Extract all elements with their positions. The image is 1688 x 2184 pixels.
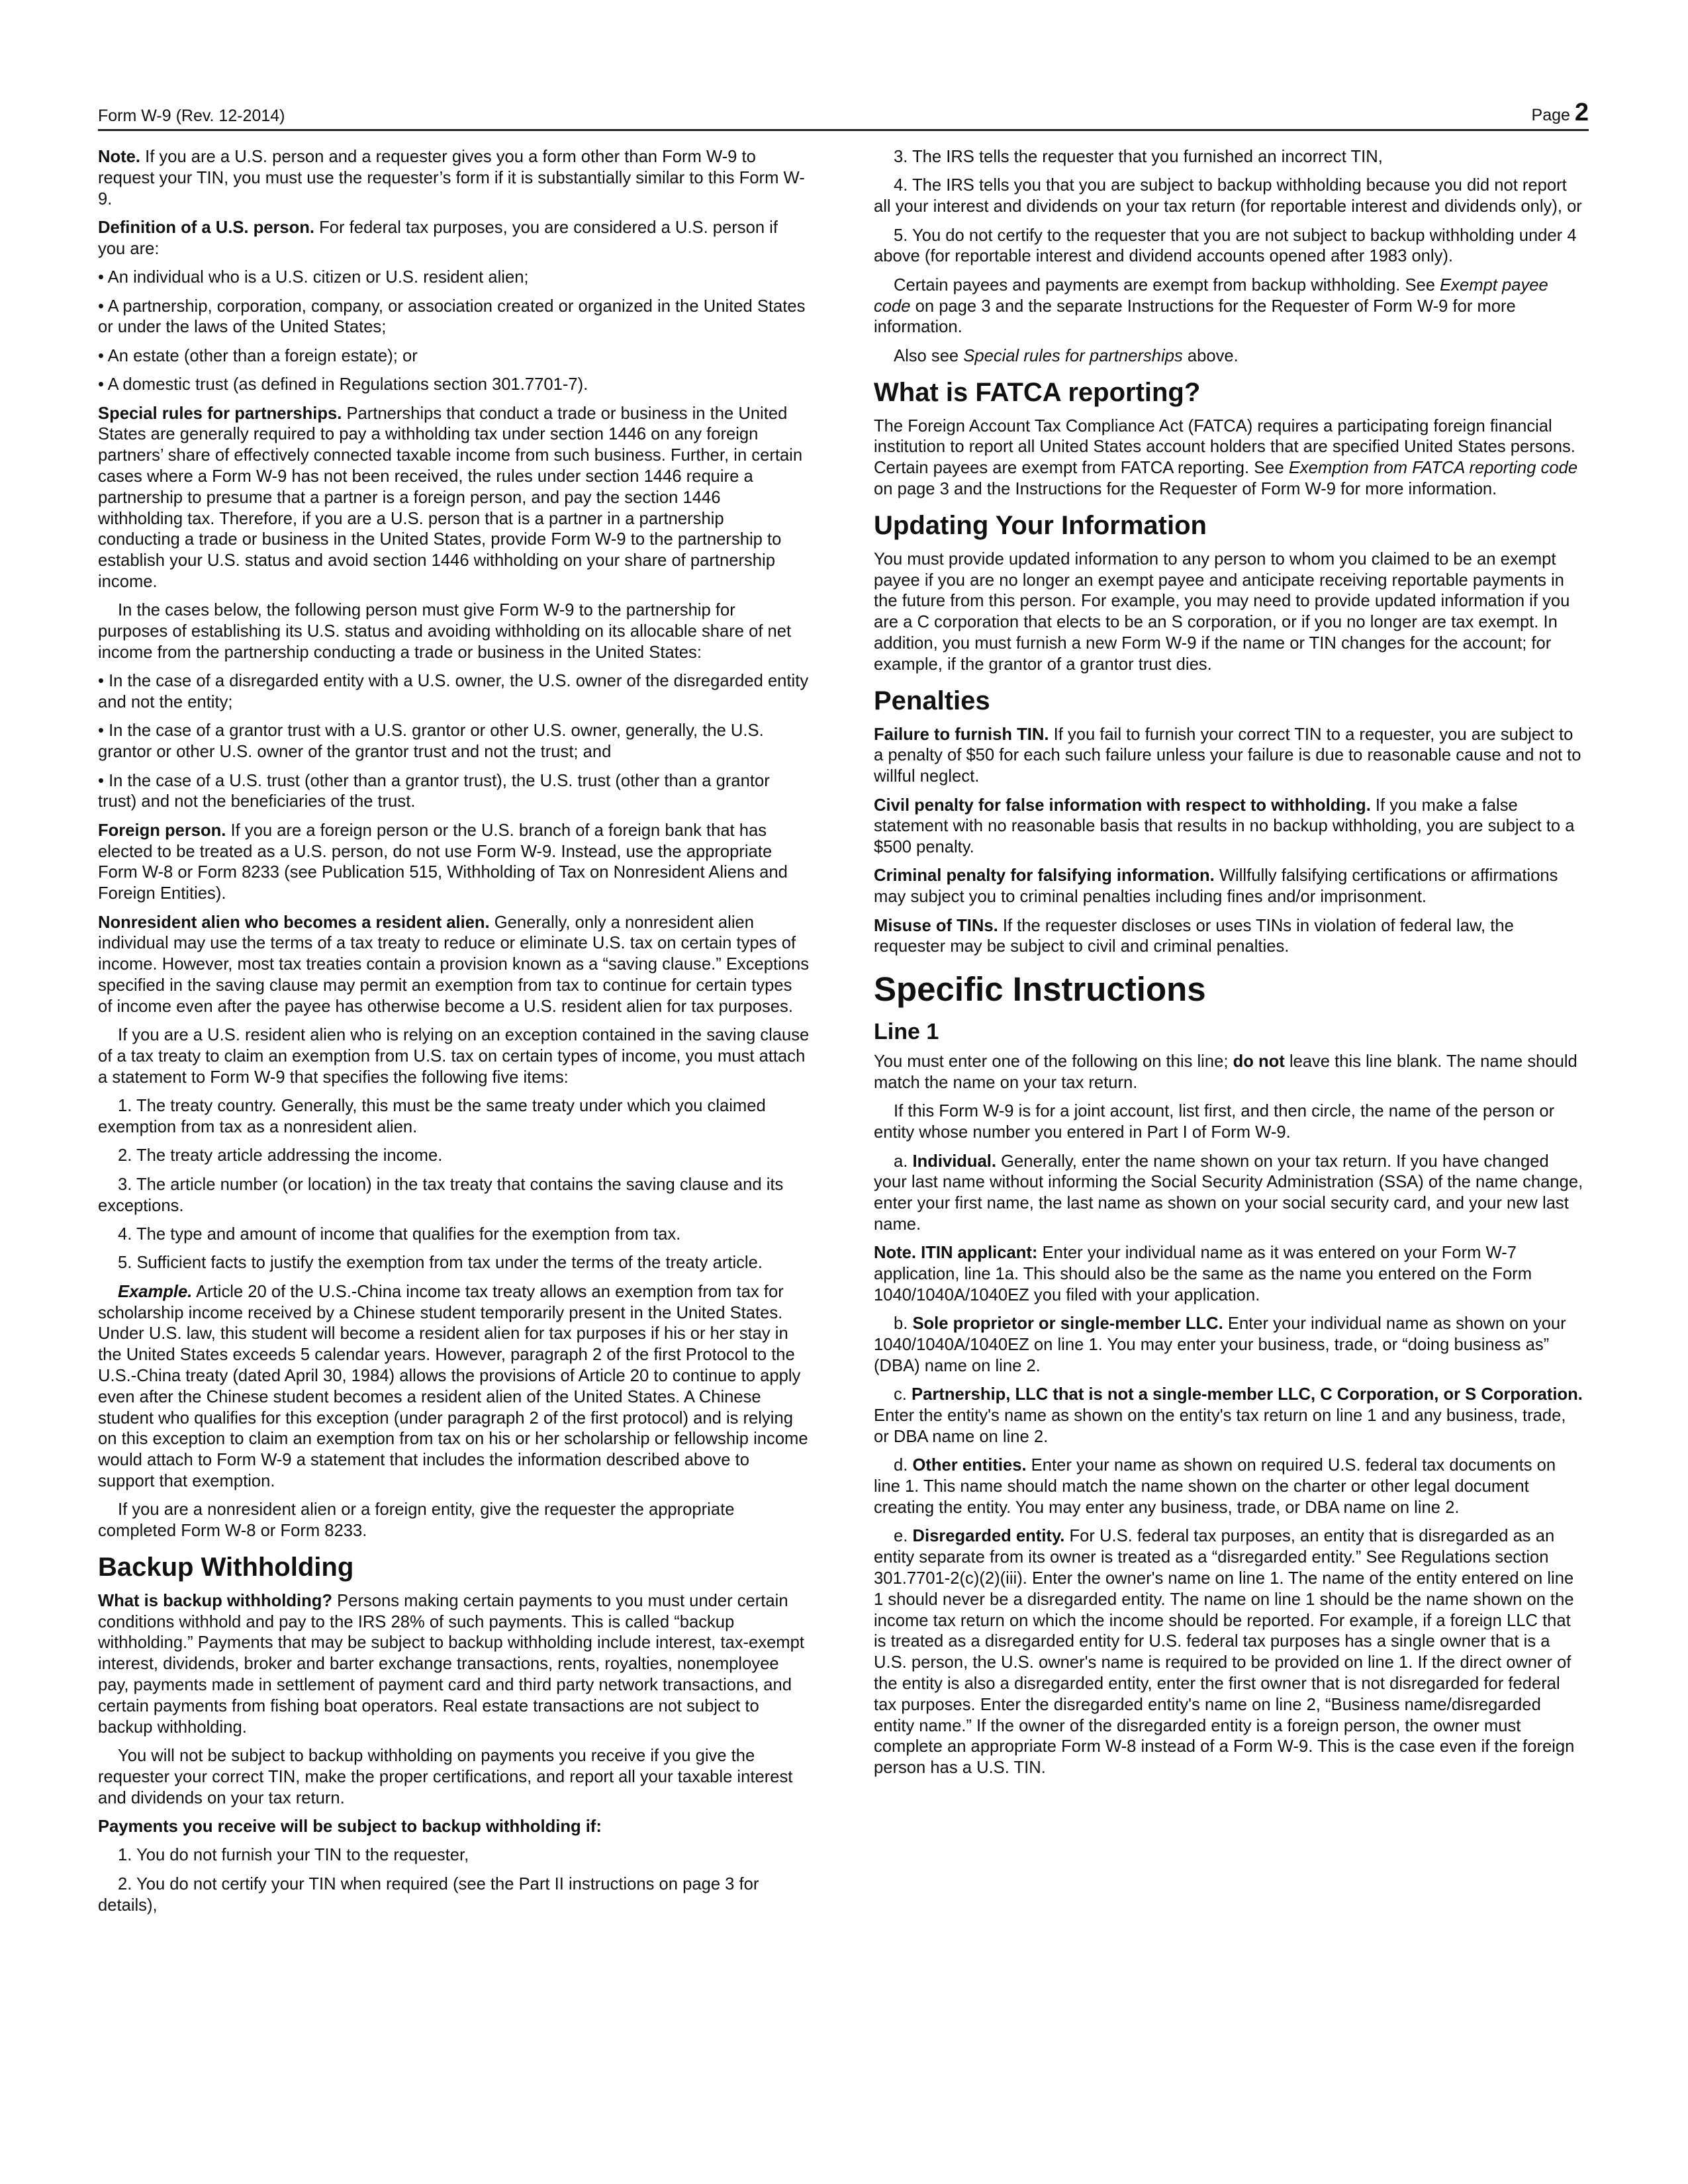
fatca-heading: What is FATCA reporting?	[874, 377, 1201, 407]
foreign-title: Foreign person.	[98, 821, 226, 840]
individual-text: Generally, enter the name shown on your tax return. If you have changed your last name without informing the Social Security Administration (SSA) of the name change, enter your first name, the last name as shown on your social security card, and your new last name.	[874, 1152, 1583, 1234]
criminal-paragraph	[874, 866, 1585, 908]
form-label: Form W-9 (Rev. 12-2014)	[98, 107, 285, 125]
note-paragraph	[98, 147, 810, 210]
individual-title: Individual.	[912, 1152, 997, 1171]
also-see-text: Also see	[894, 346, 964, 365]
misuse-paragraph	[874, 916, 1585, 958]
disregarded-entity-paragraph	[874, 1526, 1585, 1779]
backup-question-title: What is backup withholding?	[98, 1591, 333, 1610]
backup-item: 3. The IRS tells the requester that you furnished an incorrect TIN,	[894, 148, 1383, 166]
partnership-llc-paragraph	[874, 1385, 1585, 1447]
updating-heading: Updating Your Information	[874, 510, 1207, 540]
disregarded-entity-title: Disregarded entity.	[912, 1527, 1065, 1546]
sole-proprietor-paragraph	[874, 1314, 1585, 1377]
partnership-title: Special rules for partnerships.	[98, 404, 342, 423]
foreign-text: If you are a foreign person or the U.S. branch of a foreign bank that has elected to be treated as a U.S. person, do not use Form W-9. Instead, use the appropriate Form W-8 or Form 8233 (see Publication 515, Withholding of Tax on Nonresident Aliens and Foreign Entities).	[98, 821, 788, 903]
case-bullet: • In the case of a U.S. trust (other than a grantor trust), the U.S. trust (other than a grantor trust) and not the beneficiaries of the trust.	[98, 771, 770, 811]
item-d-label: d.	[894, 1456, 913, 1475]
cases-intro: In the cases below, the following person must give Form W-9 to the partnership for purposes of establishing its U.S. status and avoiding withholding on its allocable share of net income from the partnership conducting a trade or business in the United States:	[98, 601, 792, 662]
page-indicator	[1532, 99, 1589, 127]
line1-text: You must enter one of the following on this line;	[874, 1052, 1233, 1071]
foreign-paragraph	[98, 821, 810, 905]
treaty-item: 3. The article number (or location) in the tax treaty that contains the saving clause and its exceptions.	[98, 1175, 784, 1215]
item-b-label: b.	[894, 1314, 913, 1334]
misuse-text: If the requester discloses or uses TINs in violation of federal law, the requester may be subject to civil and criminal penalties.	[874, 916, 1514, 956]
line1-text-end: leave this line blank. The name should match the name on your tax return.	[874, 1052, 1577, 1093]
specific-instructions-heading: Specific Instructions	[874, 970, 1206, 1009]
failure-text: If you fail to furnish your correct TIN to a requester, you are subject to a penalty of $50 for each such failure unless your failure is due to reasonable cause and not to willful neglect.	[874, 725, 1581, 786]
right-column	[874, 147, 1585, 1787]
itin-paragraph	[874, 1243, 1585, 1306]
fatca-reference: Exemption from FATCA reporting code	[1288, 459, 1578, 478]
joint-account-paragraph: If this Form W-9 is for a joint account, list first, and then circle, the name of the person or entity whose number you entered in Part I of Form W-9.	[874, 1102, 1555, 1142]
fatca-paragraph	[874, 416, 1585, 500]
exempt-text: Certain payees and payments are exempt from backup withholding. See	[894, 275, 1440, 295]
civil-paragraph	[874, 796, 1585, 858]
fatca-text-end: on page 3 and the Instructions for the Requester of Form W-9 for more information.	[874, 479, 1497, 498]
line1-emphasis: do not	[1233, 1052, 1285, 1071]
failure-paragraph	[874, 725, 1585, 788]
itin-title: Note. ITIN applicant:	[874, 1244, 1038, 1263]
definition-text: For federal tax purposes, you are considered a U.S. person if you are:	[98, 218, 778, 258]
definition-title: Definition of a U.S. person.	[98, 218, 315, 237]
nonresident-foreign-paragraph: If you are a nonresident alien or a foreign entity, give the requester the appropriate completed Form W-8 or Form 8233.	[98, 1500, 735, 1541]
definition-bullet: • An individual who is a U.S. citizen or U.S. resident alien;	[98, 268, 529, 287]
civil-text: If you make a false statement with no reasonable basis that results in no backup withholding, you are subject to a $500 penalty.	[874, 796, 1575, 857]
left-column	[98, 147, 810, 1924]
criminal-title: Criminal penalty for falsifying information.	[874, 866, 1215, 886]
criminal-text: Willfully falsifying certifications or affirmations may subject you to criminal penalties including fines and/or imprisonment.	[874, 866, 1558, 907]
not-subject-paragraph: You will not be subject to backup withholding on payments you receive if you give the requester your correct TIN, make the proper certifications, and report all your taxable interest and dividends on your tax return.	[98, 1747, 793, 1807]
treaty-item: 1. The treaty country. Generally, this must be the same treaty under which you claimed exemption from tax as a nonresident alien.	[98, 1097, 766, 1136]
page-number: 2	[1574, 99, 1589, 126]
backup-item: 5. You do not certify to the requester that you are not subject to backup withholding under 4 above (for reportable interest and dividend accounts opened after 1983 only).	[874, 226, 1577, 266]
example-text: Article 20 of the U.S.-China income tax treaty allows an exemption from tax for scholarship income received by a Chinese student temporarily present in the United States. Under U.S. law, this student will become a resident alien for tax purposes if his or her stay in the United States exceeds 5 calendar years. However, paragraph 2 of the first Protocol to the U.S.-China treaty (dated April 30, 1984) allows the provisions of Article 20 to continue to apply even after the Chinese student becomes a resident alien of the United States. A Chinese student who qualifies for this exception (under paragraph 2 of the first protocol) and is relying on this exception to claim an exemption from tax on his or her scholarship or fellowship income would attach to Form W-9 a statement that includes the information described above to support that exemption.	[98, 1282, 808, 1490]
exempt-paragraph	[874, 275, 1585, 338]
definition-paragraph	[98, 218, 810, 260]
nonresident-title: Nonresident alien who becomes a resident alien.	[98, 913, 490, 932]
partnership-llc-title: Partnership, LLC that is not a single-member LLC, C Corporation, or S Corporation.	[912, 1385, 1583, 1404]
payments-subject-label: Payments you receive will be subject to backup withholding if:	[98, 1817, 602, 1837]
partnership-text: Partnerships that conduct a trade or business in the United States are generally required to pay a withholding tax under section 1446 on any foreign partners’ share of effectively connected taxable income from such business. Further, in certain cases where a Form W-9 has not been received, the rules under section 1446 require a partnership to presume that a partner is a foreign person, and pay the section 1446 withholding tax. Therefore, if you are a U.S. person that is a partner in a partnership conducting a trade or business in the United States, provide Form W-9 to the partnership to establish your U.S. status and avoid section 1446 withholding on your share of partnership income.	[98, 404, 803, 591]
payments-subject-title	[98, 1817, 810, 1838]
backup-withholding-heading: Backup Withholding	[98, 1552, 354, 1582]
other-entities-paragraph	[874, 1455, 1585, 1518]
item-a-label: a.	[894, 1152, 913, 1171]
treaty-item: 5. Sufficient facts to justify the exemption from tax under the terms of the treaty article.	[118, 1253, 763, 1273]
disregarded-entity-text: For U.S. federal tax purposes, an entity that is disregarded as an entity separate from its owner is treated as a “disregarded entity.” See Regulations section 301.7701-2(c)(2)(iii). Enter the owner's name on line 1. The name of the entity entered on line 1 should never be a disregarded entity. The name on line 1 should be the name shown on the income tax return on which the income should be reported. For example, if a foreign LLC that is treated as a disregarded entity for U.S. federal tax purposes has a single owner that is a U.S. person, the U.S. owner's name is required to be provided on line 1. If the direct owner of the entity is also a disregarded entity, enter the first owner that is not disregarded for federal tax purposes. Enter the disregarded entity's name on line 2, “Business name/disregarded entity name.” If the owner of the disregarded entity is a foreign person, the owner must complete an appropriate Form W-8 instead of a Form W-9. This is the case even if the foreign person has a U.S. TIN.	[874, 1527, 1575, 1778]
sole-proprietor-title: Sole proprietor or single-member LLC.	[912, 1314, 1223, 1334]
item-e-label: e.	[894, 1527, 913, 1546]
example-paragraph	[98, 1282, 810, 1492]
nonresident-paragraph	[98, 913, 810, 1018]
line1-heading: Line 1	[874, 1019, 939, 1045]
page-label: Page	[1531, 106, 1570, 124]
partnership-llc-text: Enter the entity's name as shown on the entity's tax return on line 1 and any business, trade, or DBA name on line 2.	[874, 1406, 1566, 1446]
backup-item: 4. The IRS tells you that you are subject to backup withholding because you did not report all your interest and dividends on your tax return (for reportable interest and dividends only), or	[874, 176, 1582, 216]
backup-item: 1. You do not furnish your TIN to the requester,	[118, 1846, 469, 1865]
case-bullet: • In the case of a disregarded entity with a U.S. owner, the U.S. owner of the disregarded entity and not the entity;	[98, 672, 809, 712]
note-title: Note.	[98, 148, 140, 166]
also-see-paragraph	[874, 346, 1585, 367]
exempt-text-end: on page 3 and the separate Instructions for the Requester of Form W-9 for more information.	[874, 296, 1516, 337]
backup-question-paragraph	[98, 1591, 810, 1739]
updating-paragraph: You must provide updated information to any person to whom you claimed to be an exempt payee if you are no longer an exempt payee and anticipate receiving reportable payments in the future from this person. For example, you may need to provide updated information if you are a C corporation that elects to be an S corporation, or if you no longer are tax exempt. In addition, you must furnish a new Form W-9 if the name or TIN changes for the account; for example, if the grantor of a grantor trust dies.	[874, 549, 1570, 674]
also-see-text-end: above.	[1182, 346, 1239, 365]
resident-alien-paragraph: If you are a U.S. resident alien who is relying on an exception contained in the saving clause of a tax treaty to claim an exemption from U.S. tax on certain types of income, you must attach a statement to Form W-9 that specifies the following five items:	[98, 1026, 810, 1087]
partnership-paragraph	[98, 404, 810, 593]
fatca-text: The Foreign Account Tax Compliance Act (FATCA) requires a participating foreign financial institution to report all United States account holders that are specified United States persons. Certain payees are exempt from FATCA reporting. See	[874, 416, 1575, 478]
treaty-item: 2. The treaty article addressing the income.	[118, 1146, 443, 1165]
definition-bullet: • A partnership, corporation, company, or association created or organized in the United States or under the laws of the United States;	[98, 296, 806, 337]
nonresident-text: Generally, only a nonresident alien individual may use the terms of a tax treaty to reduce or eliminate U.S. tax on certain types of income. However, most tax treaties contain a provision known as a “saving clause.” Exceptions specified in the saving clause may permit an exemption from tax to continue for certain types of income even after the payee has otherwise become a U.S. resident alien for tax purposes.	[98, 913, 810, 1016]
item-c-label: c.	[894, 1385, 912, 1404]
header-rule	[98, 129, 1589, 131]
example-title: Example.	[118, 1282, 193, 1301]
treaty-item: 4. The type and amount of income that qualifies for the exemption from tax.	[118, 1224, 681, 1244]
exempt-reference: Exempt payee code	[874, 275, 1548, 316]
itin-text: Enter your individual name as it was entered on your Form W-7 application, line 1a. This should also be the same as the name you entered on the Form 1040/1040A/1040EZ you filed with your application.	[874, 1244, 1532, 1305]
penalties-heading: Penalties	[874, 686, 990, 715]
page-header	[98, 99, 1589, 131]
sole-proprietor-text: Enter your individual name as shown on your 1040/1040A/1040EZ on line 1. You may enter your business, trade, or “doing business as” (DBA) name on line 2.	[874, 1314, 1566, 1375]
other-entities-title: Other entities.	[912, 1456, 1027, 1475]
individual-paragraph	[874, 1152, 1585, 1236]
definition-bullet: • A domestic trust (as defined in Regulations section 301.7701-7).	[98, 375, 588, 394]
definition-bullet: • An estate (other than a foreign estate); or	[98, 346, 418, 365]
other-entities-text: Enter your name as shown on required U.S. federal tax documents on line 1. This name should match the name shown on the charter or other legal document creating the entity. You may enter any business, trade, or DBA name on line 2.	[874, 1456, 1556, 1517]
backup-item: 2. You do not certify your TIN when required (see the Part II instructions on page 3 for details),	[98, 1874, 759, 1915]
line1-paragraph	[874, 1052, 1585, 1094]
failure-title: Failure to furnish TIN.	[874, 725, 1049, 744]
misuse-title: Misuse of TINs.	[874, 916, 998, 935]
note-text: If you are a U.S. person and a requester gives you a form other than Form W-9 to request your TIN, you must use the requester’s form if it is substantially similar to this Form W-9.	[98, 148, 805, 208]
case-bullet: • In the case of a grantor trust with a U.S. grantor or other U.S. owner, generally, the U.S. grantor or other U.S. owner of the grantor trust and not the trust; and	[98, 721, 764, 762]
also-see-reference: Special rules for partnerships	[963, 346, 1183, 365]
backup-question-text: Persons making certain payments to you must under certain conditions withhold and pay to the IRS 28% of such payments. This is called “backup withholding.” Payments that may be subject to backup withholding include interest, tax-exempt interest, dividends, broker and barter exchange transactions, rents, royalties, nonemployee pay, payments made in settlement of payment card and third party network transactions, and certain payments from fishing boat operators. Real estate transactions are not subject to backup withholding.	[98, 1591, 804, 1737]
civil-title: Civil penalty for false information with respect to withholding.	[874, 796, 1371, 815]
